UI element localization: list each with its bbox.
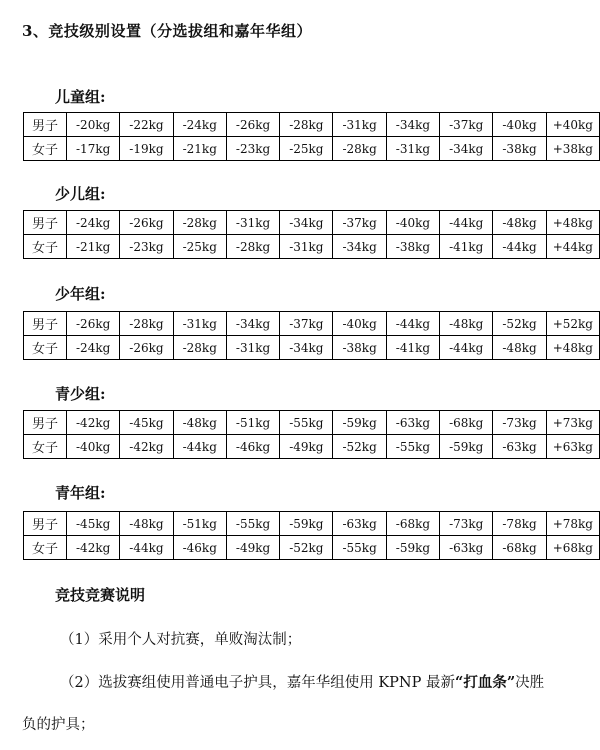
- weight-cell: -38kg: [333, 336, 386, 360]
- weight-cell: -34kg: [386, 113, 439, 137]
- weight-cell: -68kg: [440, 411, 493, 435]
- weight-cell: -44kg: [493, 235, 546, 259]
- weight-cell: -17kg: [67, 137, 120, 161]
- gender-label: 女子: [24, 137, 67, 161]
- weight-cell: -48kg: [120, 512, 173, 536]
- weight-cell: -34kg: [440, 137, 493, 161]
- weight-cell: -34kg: [333, 235, 386, 259]
- table-row-female: [24, 235, 600, 259]
- weight-cell: +38kg: [546, 137, 599, 161]
- weight-cell: -48kg: [440, 312, 493, 336]
- weight-cell: -40kg: [67, 435, 120, 459]
- weight-cell: -49kg: [280, 435, 333, 459]
- weight-cell: -28kg: [226, 235, 279, 259]
- weight-cell: -24kg: [67, 336, 120, 360]
- weight-cell: -26kg: [120, 336, 173, 360]
- weights-table-teens: [23, 410, 600, 459]
- weight-cell: -40kg: [333, 312, 386, 336]
- rule-item-2: [60, 671, 544, 692]
- rule-item-2-continuation: 负的护具；: [22, 717, 95, 733]
- weight-cell: -22kg: [120, 113, 173, 137]
- weight-cell: -37kg: [280, 312, 333, 336]
- weight-cell: +73kg: [546, 411, 599, 435]
- weight-cell: -44kg: [173, 435, 226, 459]
- weight-cell: -44kg: [386, 312, 439, 336]
- weight-cell: +44kg: [546, 235, 599, 259]
- weight-cell: -55kg: [386, 435, 439, 459]
- gender-label: 男子: [24, 411, 67, 435]
- weight-cell: -48kg: [173, 411, 226, 435]
- group-title-juniors: 少儿组:: [55, 185, 106, 203]
- table-row-male: [24, 411, 600, 435]
- weight-cell: -42kg: [67, 411, 120, 435]
- weight-cell: -34kg: [226, 312, 279, 336]
- weight-cell: -46kg: [173, 536, 226, 560]
- weight-cell: -31kg: [386, 137, 439, 161]
- weight-cell: -52kg: [493, 312, 546, 336]
- weight-cell: -59kg: [333, 411, 386, 435]
- weight-cell: -31kg: [333, 113, 386, 137]
- weight-cell: -34kg: [280, 336, 333, 360]
- weight-cell: -21kg: [173, 137, 226, 161]
- weights-table-young-adults: [23, 511, 600, 560]
- rule-item-1: （1）采用个人对抗赛，单败淘汰制；: [60, 632, 302, 648]
- weight-cell: -42kg: [67, 536, 120, 560]
- gender-label: 男子: [24, 113, 67, 137]
- weight-cell: +48kg: [546, 211, 599, 235]
- weight-cell: -38kg: [386, 235, 439, 259]
- weight-cell: -25kg: [280, 137, 333, 161]
- weight-cell: -41kg: [440, 235, 493, 259]
- table-row-female: [24, 336, 600, 360]
- weight-cell: -78kg: [493, 512, 546, 536]
- weight-cell: -44kg: [120, 536, 173, 560]
- weight-cell: -59kg: [386, 536, 439, 560]
- weight-cell: -28kg: [280, 113, 333, 137]
- weight-cell: -37kg: [440, 113, 493, 137]
- weight-cell: -31kg: [280, 235, 333, 259]
- weight-cell: -37kg: [333, 211, 386, 235]
- weight-cell: -45kg: [120, 411, 173, 435]
- group-title-youth: 少年组:: [55, 285, 106, 303]
- weights-table-youth: [23, 311, 600, 360]
- weight-cell: -63kg: [386, 411, 439, 435]
- weight-cell: -41kg: [386, 336, 439, 360]
- weight-cell: -68kg: [386, 512, 439, 536]
- table-row-male: [24, 512, 600, 536]
- weight-cell: -59kg: [280, 512, 333, 536]
- weights-table-children: [23, 112, 600, 161]
- group-title-children: 儿童组:: [55, 88, 106, 106]
- weight-cell: +40kg: [546, 113, 599, 137]
- weight-cell: -63kg: [493, 435, 546, 459]
- weight-cell: -26kg: [226, 113, 279, 137]
- weight-cell: -28kg: [333, 137, 386, 161]
- weight-cell: -55kg: [280, 411, 333, 435]
- weight-cell: -28kg: [120, 312, 173, 336]
- gender-label: 女子: [24, 536, 67, 560]
- weight-cell: +78kg: [546, 512, 599, 536]
- weight-cell: -63kg: [333, 512, 386, 536]
- gender-label: 男子: [24, 211, 67, 235]
- table-row-female: [24, 536, 600, 560]
- rule-item-2-suffix: 决胜: [515, 675, 545, 691]
- weight-cell: -31kg: [173, 312, 226, 336]
- weight-cell: -73kg: [493, 411, 546, 435]
- weight-cell: -51kg: [226, 411, 279, 435]
- weight-cell: -73kg: [440, 512, 493, 536]
- table-row-male: [24, 211, 600, 235]
- weight-cell: -28kg: [173, 336, 226, 360]
- weight-cell: -21kg: [67, 235, 120, 259]
- group-title-young-adults: 青年组:: [55, 484, 106, 502]
- weight-cell: +68kg: [546, 536, 599, 560]
- rule-item-2-highlight: “打血条”: [454, 674, 516, 691]
- weight-cell: -44kg: [440, 336, 493, 360]
- weight-cell: -19kg: [120, 137, 173, 161]
- weight-cell: -24kg: [173, 113, 226, 137]
- weight-cell: -52kg: [333, 435, 386, 459]
- weight-cell: -26kg: [67, 312, 120, 336]
- rules-title: 竞技竞赛说明: [55, 586, 146, 604]
- weight-cell: -44kg: [440, 211, 493, 235]
- weight-cell: -40kg: [386, 211, 439, 235]
- weight-cell: -31kg: [226, 211, 279, 235]
- weight-cell: -46kg: [226, 435, 279, 459]
- weight-cell: -45kg: [67, 512, 120, 536]
- table-row-female: [24, 137, 600, 161]
- weights-table-juniors: [23, 210, 600, 259]
- weight-cell: -25kg: [173, 235, 226, 259]
- gender-label: 男子: [24, 512, 67, 536]
- weight-cell: -48kg: [493, 336, 546, 360]
- weight-cell: -59kg: [440, 435, 493, 459]
- gender-label: 男子: [24, 312, 67, 336]
- table-row-female: [24, 435, 600, 459]
- gender-label: 女子: [24, 336, 67, 360]
- weight-cell: -51kg: [173, 512, 226, 536]
- weight-cell: -42kg: [120, 435, 173, 459]
- weight-cell: -55kg: [226, 512, 279, 536]
- weight-cell: -40kg: [493, 113, 546, 137]
- table-row-male: [24, 113, 600, 137]
- weight-cell: -31kg: [226, 336, 279, 360]
- weight-cell: -23kg: [226, 137, 279, 161]
- weight-cell: -48kg: [493, 211, 546, 235]
- weight-cell: -63kg: [440, 536, 493, 560]
- table-row-male: [24, 312, 600, 336]
- rule-item-2-prefix: （2）选拔赛组使用普通电子护具，嘉年华组使用 KPNP 最新: [60, 675, 455, 691]
- weight-cell: +48kg: [546, 336, 599, 360]
- gender-label: 女子: [24, 235, 67, 259]
- weight-cell: +63kg: [546, 435, 599, 459]
- weight-cell: +52kg: [546, 312, 599, 336]
- weight-cell: -28kg: [173, 211, 226, 235]
- weight-cell: -55kg: [333, 536, 386, 560]
- weight-cell: -34kg: [280, 211, 333, 235]
- weight-cell: -26kg: [120, 211, 173, 235]
- weight-cell: -52kg: [280, 536, 333, 560]
- weight-cell: -23kg: [120, 235, 173, 259]
- gender-label: 女子: [24, 435, 67, 459]
- weight-cell: -38kg: [493, 137, 546, 161]
- weight-cell: -68kg: [493, 536, 546, 560]
- weight-cell: -20kg: [67, 113, 120, 137]
- section-heading: 3、竞技级别设置（分选拔组和嘉年华组）: [22, 22, 312, 40]
- group-title-teens: 青少组:: [55, 385, 106, 403]
- weight-cell: -49kg: [226, 536, 279, 560]
- weight-cell: -24kg: [67, 211, 120, 235]
